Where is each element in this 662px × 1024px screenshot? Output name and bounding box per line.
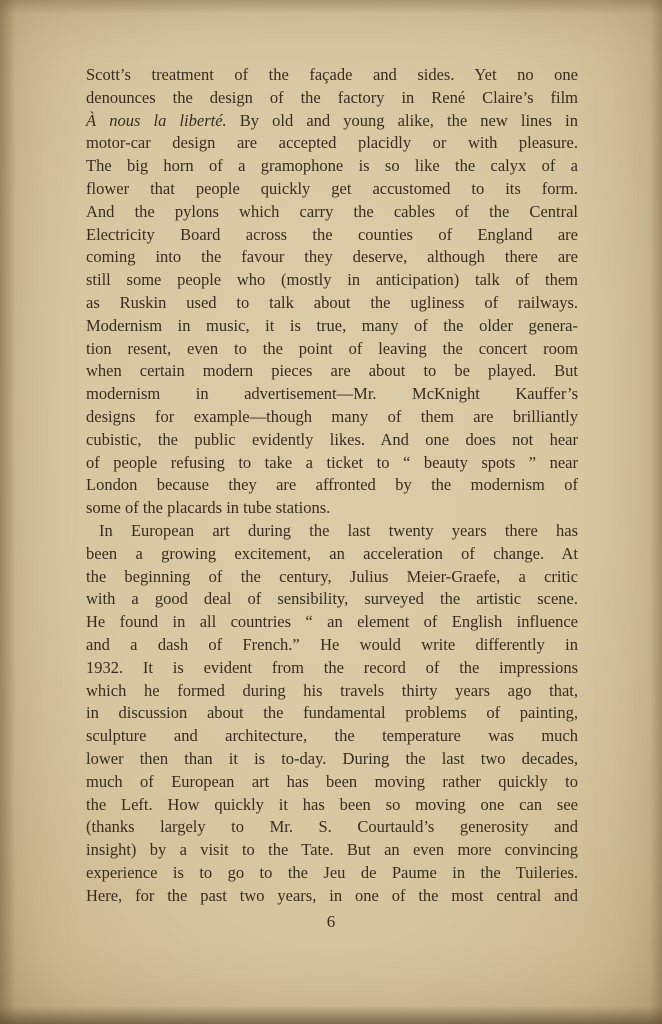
text-line <box>86 566 578 589</box>
text-segment: motor-car design are accepted placidly or with pleasure. <box>86 133 578 153</box>
text-segment: the Left. How quickly it has been so moving one can see <box>86 794 578 814</box>
text-segment: By old and young alike, the new lines in <box>226 110 579 130</box>
text-line <box>86 839 578 862</box>
text-segment: with a good deal of sensibility, surveyed the artistic scene. <box>86 589 578 609</box>
text-segment: 1932. It is evident from the record of the impressions <box>86 657 578 677</box>
text-segment: when certain modern pieces are about to be played. But <box>86 361 578 381</box>
text-line <box>86 748 578 771</box>
text-line <box>86 246 578 269</box>
text-line <box>86 269 578 292</box>
text-line <box>86 452 578 475</box>
text-segment: much of European art has been moving rather quickly to <box>86 771 578 791</box>
text-segment: In European art during the last twenty years there has <box>99 520 578 540</box>
text-segment: sculpture and architecture, the temperature was much <box>86 726 578 746</box>
text-segment: Scott’s treatment of the façade and sides. Yet no one <box>86 65 578 84</box>
text-line <box>86 474 578 497</box>
text-line <box>86 634 578 657</box>
text-segment: cubistic, the public evidently likes. And one does not hear <box>86 429 578 449</box>
text-segment: flower that people quickly get accustomed to its form. <box>86 178 578 198</box>
text-line <box>86 657 578 680</box>
text-segment: designs for example—though many of them are brilliantly <box>86 406 578 426</box>
text-segment: in discussion about the fundamental problems of painting, <box>86 703 578 723</box>
text-line <box>86 771 578 794</box>
text-segment: lower then than it is to-day. During the last two decades, <box>86 748 578 768</box>
text-segment: the beginning of the century, Julius Meier-Graefe, a critic <box>86 566 578 586</box>
text-line <box>86 611 578 634</box>
text-segment: coming into the favour they deserve, although there are <box>86 247 578 267</box>
text-line <box>86 794 578 817</box>
text-line <box>86 201 578 224</box>
text-segment: Modernism in music, it is true, many of the older genera- <box>86 315 578 335</box>
text-line <box>86 725 578 748</box>
text-line <box>86 406 578 429</box>
text-line <box>86 64 578 87</box>
text-line <box>86 338 578 361</box>
text-segment: He found in all countries “ an element of English influence <box>86 612 578 632</box>
text-line <box>86 132 578 155</box>
text-line <box>86 155 578 178</box>
text-segment: and a dash of French.” He would write differently in <box>86 634 578 654</box>
text-segment: of people refusing to take a ticket to “ beauty spots ” near <box>86 452 578 472</box>
text-segment: (thanks largely to Mr. S. Courtauld’s generosity and <box>86 817 578 837</box>
text-line <box>86 360 578 383</box>
text-segment: still some people who (mostly in anticipation) talk of them <box>86 270 578 290</box>
text-line <box>86 816 578 839</box>
text-segment: which he formed during his travels thirty years ago that, <box>86 680 578 700</box>
text-segment: Here, for the past two years, in one of the most central and <box>86 885 578 905</box>
page-text <box>86 64 578 907</box>
text-line <box>86 292 578 315</box>
text-line <box>86 885 578 908</box>
text-segment: insight) by a visit to the Tate. But an even more convincing <box>86 840 578 860</box>
text-segment: modernism in advertisement—Mr. McKnight Kauffer’s <box>86 384 578 404</box>
page-number: 6 <box>326 912 336 931</box>
text-line <box>86 520 578 543</box>
text-line <box>86 178 578 201</box>
text-line <box>86 87 578 110</box>
text-segment: denounces the design of the factory in René Claire’s film <box>86 87 578 107</box>
text-line <box>86 680 578 703</box>
text-segment: experience is to go to the Jeu de Paume in the Tuileries. <box>86 862 578 882</box>
text-line <box>86 224 578 247</box>
text-line <box>86 543 578 566</box>
text-segment: tion resent, even to the point of leaving the concert room <box>86 338 578 358</box>
text-segment: Electricity Board across the counties of England are <box>86 224 578 244</box>
text-line <box>86 862 578 885</box>
text-line <box>86 315 578 338</box>
text-line <box>86 588 578 611</box>
text-segment: And the pylons which carry the cables of the Central <box>86 201 578 221</box>
text-segment: as Ruskin used to talk about the ugliness of railways. <box>86 292 578 312</box>
text-segment: The big horn of a gramophone is so like the calyx of a <box>86 156 578 176</box>
text-line <box>86 497 578 520</box>
text-line <box>86 702 578 725</box>
text-segment: been a growing excitement, an acceleration of change. At <box>86 543 578 563</box>
italic-text-segment: À nous la liberté. <box>86 110 227 130</box>
text-line <box>86 429 578 452</box>
text-segment: some of the placards in tube stations. <box>86 498 331 518</box>
text-line <box>86 383 578 406</box>
text-segment: London because they are affronted by the modernism of <box>86 475 578 495</box>
text-line <box>86 110 578 133</box>
